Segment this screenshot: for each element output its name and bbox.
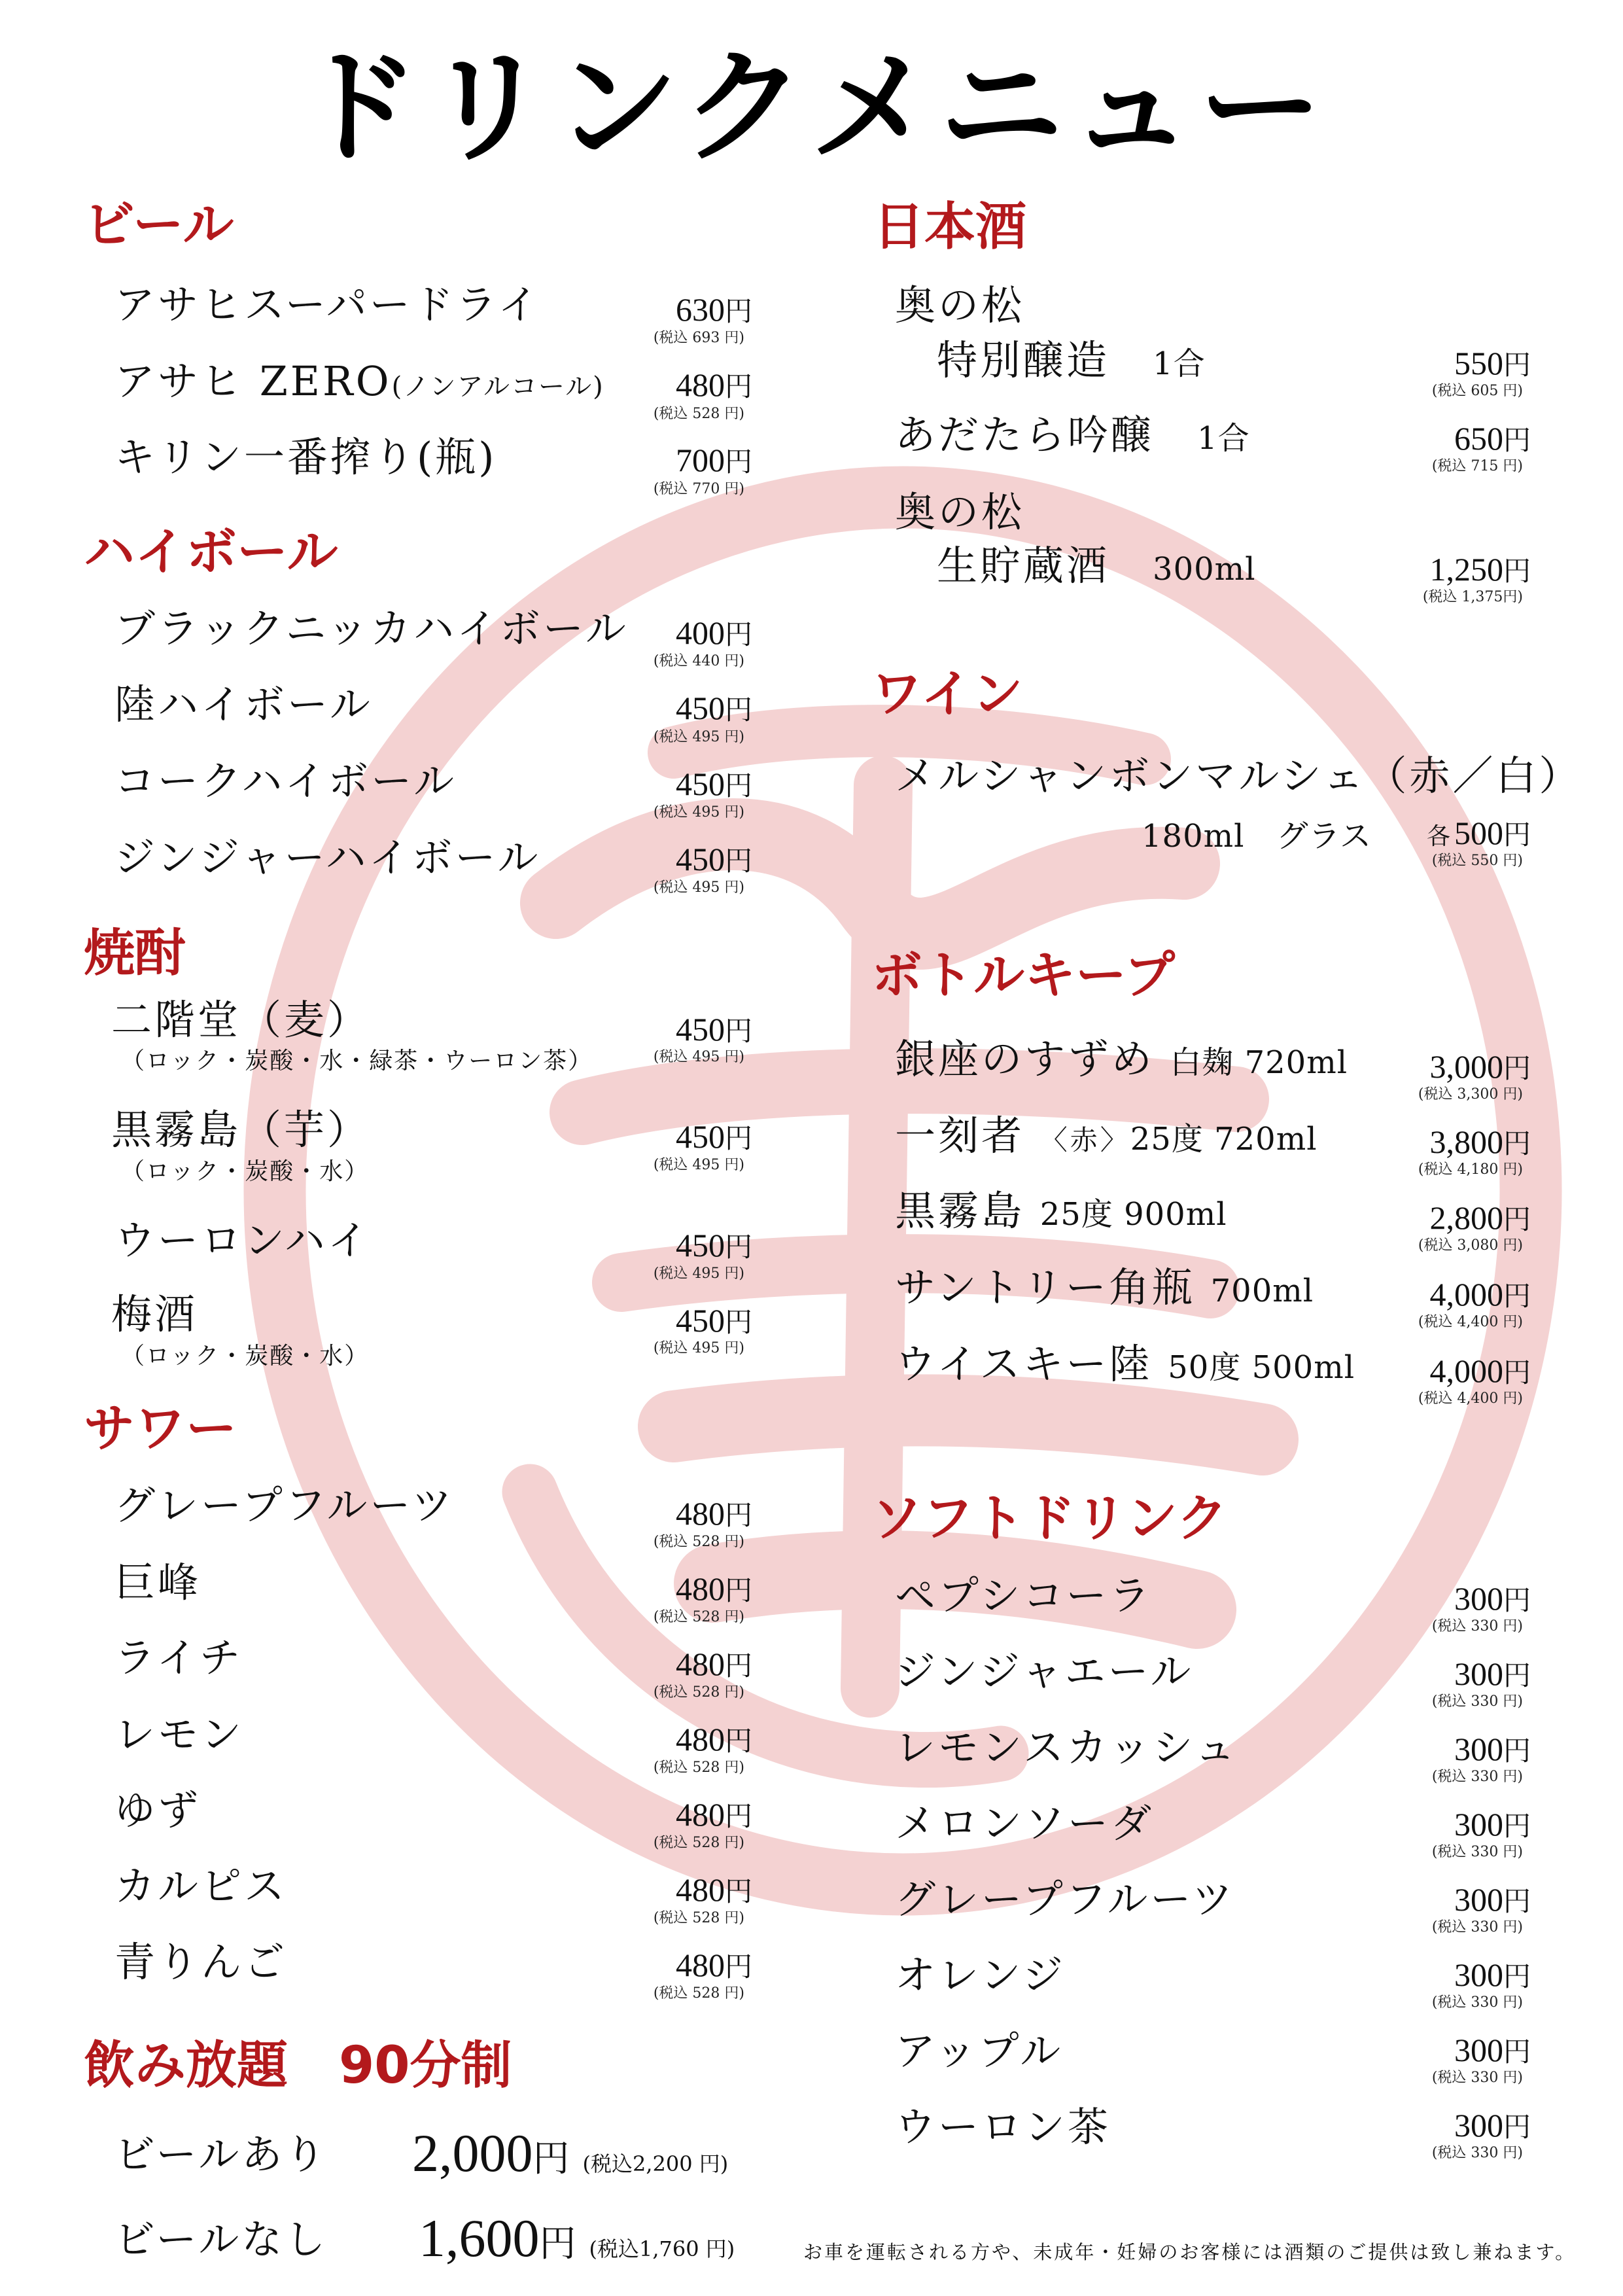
menu-item-name: アサヒスーパードライ	[114, 281, 541, 328]
menu-item-price: 300円	[1454, 1655, 1531, 1692]
menu-item-tax: (税込 528 円)	[653, 1835, 744, 1851]
menu-item-name: レモンスカッシュ	[895, 1723, 1238, 1771]
menu-item-price: 4,000円	[1429, 1352, 1531, 1389]
menu-item-price: 400円	[675, 614, 752, 651]
menu-item-tax: (税込 550 円)	[1431, 853, 1523, 869]
section-heading-soft-drink: ソフトドリンク	[871, 1489, 1228, 1548]
page-title: ドリンクメニュー	[295, 35, 1328, 180]
menu-item-tax: (税込 715 円)	[1431, 458, 1523, 474]
menu-item-tax: (税込 495 円)	[653, 1265, 744, 1282]
menu-item-spec: 180ml グラス	[1142, 818, 1372, 855]
menu-item-tax: (税込 4,400 円)	[1418, 1314, 1523, 1330]
menu-item-name: メロンソーダ	[895, 1799, 1155, 1847]
menu-item-name: グレープフルーツ	[114, 1481, 455, 1529]
menu-item-name: ジンジャエール	[895, 1648, 1194, 1695]
menu-item-price: 4,000円	[1429, 1276, 1531, 1313]
menu-item-name: コークハイボール	[114, 757, 457, 805]
menu-item-name: ブラックニッカハイボール	[114, 605, 629, 652]
menu-item-price: 300円	[1454, 1806, 1531, 1843]
menu-item-tax: (税込 495 円)	[653, 804, 744, 821]
menu-item-tax: (税込 330 円)	[1431, 1693, 1523, 1710]
menu-item-price: 480円	[675, 1495, 752, 1532]
menu-item-options: （ロック・炭酸・水）	[121, 1158, 370, 1185]
menu-item-price: 3,000円	[1429, 1048, 1531, 1085]
plan-name: ビールあり	[114, 2130, 328, 2178]
menu-item-tax: (税込 605 円)	[1431, 383, 1523, 399]
menu-item-tax: (税込 4,400 円)	[1418, 1390, 1523, 1407]
menu-item-tax: (税込 330 円)	[1431, 1618, 1523, 1634]
menu-item-name: 青りんご	[114, 1938, 288, 1986]
menu-item-name: 銀座のすずめ 白麹 720ml	[895, 1035, 1348, 1083]
section-heading-nomihodai: 飲み放題 90分制	[84, 2036, 512, 2095]
menu-item-tax: (税込 330 円)	[1431, 1769, 1523, 1785]
menu-item-tax: (税込 528 円)	[653, 1609, 744, 1625]
menu-item-price: 480円	[675, 366, 752, 403]
menu-item-name: キリン一番搾り(瓶)	[114, 433, 497, 481]
section-heading-highball: ハイボール	[84, 523, 338, 582]
menu-item-name: 黒霧島（芋）	[111, 1106, 371, 1154]
menu-item-name: ゆず	[114, 1786, 201, 1834]
menu-item-name: 二階堂（麦）	[111, 996, 371, 1044]
menu-item-price: 300円	[1454, 1956, 1531, 1993]
menu-item-price: 300円	[1454, 1881, 1531, 1918]
menu-item-price: 630円	[675, 291, 752, 328]
menu-item-tax: (税込 495 円)	[653, 729, 744, 745]
menu-item-price: 450円	[675, 690, 752, 726]
menu-item-price: 700円	[675, 442, 752, 478]
menu-item-name: サントリー角瓶 700ml	[895, 1263, 1314, 1311]
menu-item-tax: (税込 330 円)	[1431, 1844, 1523, 1860]
menu-item-name: メルシャンボンマルシェ（赤／白）	[895, 752, 1582, 800]
menu-item-name: グレープフルーツ	[895, 1875, 1235, 1923]
footer-note: お車を運転される方や、未成年・妊婦のお客様には酒類のご提供は致し兼ねます。	[803, 2241, 1577, 2263]
menu-item-tax: (税込 495 円)	[653, 1340, 744, 1356]
menu-item-price: 480円	[675, 1871, 752, 1908]
section-heading-sour: サワー	[84, 1400, 237, 1458]
menu-item-tax: (税込 3,080 円)	[1418, 1237, 1523, 1254]
menu-item-price: 550円	[1454, 345, 1531, 381]
menu-item-name: あだたら吟醸 1合	[895, 411, 1250, 459]
menu-item-tax: (税込 528 円)	[653, 1910, 744, 1926]
menu-item-options: （ロック・炭酸・水・緑茶・ウーロン茶）	[121, 1048, 593, 1074]
menu-item-price: 300円	[1454, 1731, 1531, 1767]
menu-item-price: 450円	[675, 1118, 752, 1155]
menu-item-tax: (税込 495 円)	[653, 1157, 744, 1173]
menu-item-tax: (税込 3,300 円)	[1418, 1086, 1523, 1103]
menu-item-name: ペプシコーラ	[895, 1572, 1153, 1619]
menu-item-price: 各 500円	[1426, 815, 1531, 851]
section-heading-bottle-keep: ボトルキープ	[871, 946, 1176, 1005]
menu-item-brand: 奥の松	[895, 488, 1025, 536]
menu-item-name: カルピス	[114, 1862, 288, 1910]
menu-item-tax: (税込 693 円)	[653, 330, 744, 346]
menu-item-tax: (税込 495 円)	[653, 879, 744, 896]
menu-item-price: 300円	[1454, 2107, 1531, 2144]
menu-item-tax: (税込 528 円)	[653, 1684, 744, 1701]
menu-item-tax: (税込 1,375円)	[1422, 589, 1523, 605]
menu-item-name: 黒霧島 25度 900ml	[895, 1187, 1227, 1235]
menu-item-tax: (税込 330 円)	[1431, 2145, 1523, 2161]
menu-item-price: 480円	[675, 1646, 752, 1682]
menu-item-price: 480円	[675, 1570, 752, 1607]
menu-item-price: 450円	[675, 1227, 752, 1263]
menu-item-tax: (税込 770 円)	[653, 481, 744, 497]
menu-item-price: 300円	[1454, 1580, 1531, 1617]
menu-item-tax: (税込 330 円)	[1431, 2070, 1523, 2086]
menu-item-name: ウイスキー陸 50度 500ml	[895, 1340, 1355, 1388]
menu-item-name: ウーロンハイ	[114, 1216, 371, 1264]
section-heading-shochu: 焼酎	[84, 924, 186, 983]
menu-item-price: 1,250円	[1429, 551, 1531, 588]
menu-item-name: アップル	[895, 2027, 1064, 2075]
menu-item-tax: (税込 330 円)	[1431, 1994, 1523, 2011]
plan-price: 1,600円 (税込1,760 円)	[419, 2208, 735, 2268]
menu-item-name: ウーロン茶	[895, 2103, 1111, 2151]
menu-item-tax: (税込 528 円)	[653, 1759, 744, 1776]
menu-item-tax: (税込 528 円)	[653, 406, 744, 422]
plan-price: 2,000円 (税込2,200 円)	[412, 2123, 729, 2183]
menu-item-name: アサヒ ZERO(ノンアルコール)	[114, 357, 604, 405]
menu-item-price: 450円	[675, 1011, 752, 1048]
menu-item-price: 450円	[675, 1302, 752, 1339]
menu-item-name: ジンジャーハイボール	[114, 834, 541, 881]
menu-item-name: 生貯蔵酒 300ml	[937, 542, 1256, 590]
section-heading-wine: ワイン	[871, 665, 1023, 724]
menu-item-tax: (税込 330 円)	[1431, 1919, 1523, 1935]
menu-item-price: 450円	[675, 841, 752, 877]
menu-item-price: 480円	[675, 1947, 752, 1983]
menu-item-tax: (税込 528 円)	[653, 1985, 744, 2002]
menu-item-name: レモン	[114, 1710, 245, 1758]
menu-item-name: 梅酒	[111, 1290, 198, 1338]
menu-item-tax: (税込 4,180 円)	[1418, 1161, 1523, 1178]
menu-item-name: 特別醸造 1合	[937, 336, 1206, 384]
menu-item-tax: (税込 528 円)	[653, 1534, 744, 1550]
menu-item-name: ライチ	[114, 1634, 243, 1682]
menu-item-price: 450円	[675, 766, 752, 802]
menu-item-price: 3,800円	[1429, 1123, 1531, 1160]
menu-item-price: 650円	[1454, 420, 1531, 457]
menu-item-name: 陸ハイボール	[114, 680, 373, 728]
menu-item-price: 300円	[1454, 2032, 1531, 2068]
menu-item-name: 一刻者 〈赤〉25度 720ml	[895, 1112, 1318, 1159]
plan-name: ビールなし	[114, 2216, 328, 2263]
menu-item-brand: 奥の松	[895, 281, 1025, 329]
menu-item-name: 巨峰	[114, 1559, 201, 1606]
menu-item-options: （ロック・炭酸・水）	[121, 1343, 370, 1369]
menu-item-price: 480円	[675, 1796, 752, 1833]
menu-item-tax: (税込 440 円)	[653, 653, 744, 669]
menu-item-tax: (税込 495 円)	[653, 1049, 744, 1065]
menu-item-name: オレンジ	[895, 1951, 1066, 1999]
menu-item-price: 2,800円	[1429, 1199, 1531, 1236]
section-heading-beer: ビール	[84, 196, 234, 255]
section-heading-sake: 日本酒	[873, 198, 1027, 256]
menu-item-price: 480円	[675, 1721, 752, 1757]
